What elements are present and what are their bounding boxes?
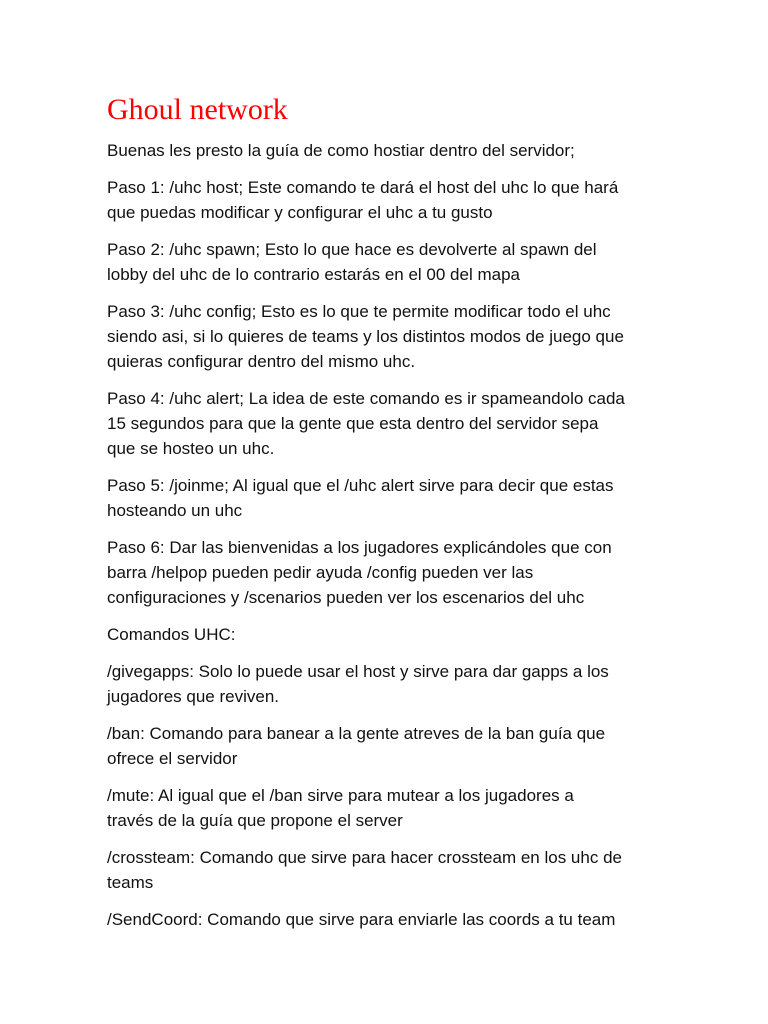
text-line: ofrece el servidor (107, 749, 238, 768)
paragraph (107, 299, 708, 374)
text-line: /ban: Comando para banear a la gente atreves de la ban guía que (107, 724, 606, 743)
paragraph (107, 721, 708, 771)
paragraph (107, 783, 708, 833)
paragraph (107, 907, 708, 932)
text-line: hosteando un uhc (107, 501, 243, 520)
text-line: teams (107, 873, 154, 892)
text-line: /givegapps: Solo lo puede usar el host y sirve para dar gapps a los (107, 662, 609, 681)
paragraph (107, 473, 708, 523)
text-line: /crossteam: Comando que sirve para hacer crossteam en los uhc de (107, 848, 622, 867)
text-line: lobby del uhc de lo contrario estarás en el 00 del mapa (107, 265, 520, 284)
document-page (107, 92, 708, 944)
text-line: 15 segundos para que la gente que esta dentro del servidor sepa (107, 414, 599, 433)
paragraph (107, 535, 708, 610)
text-line: Paso 2: /uhc spawn; Esto lo que hace es devolverte al spawn del (107, 240, 597, 259)
text-line: jugadores que reviven. (107, 687, 280, 706)
text-line: Paso 5: /joinme; Al igual que el /uhc alert sirve para decir que estas (107, 476, 614, 495)
text-line: siendo asi, si lo quieres de teams y los distintos modos de juego que (107, 327, 624, 346)
text-line: Buenas les presto la guía de como hostiar dentro del servidor; (107, 141, 575, 160)
paragraph (107, 175, 708, 225)
text-line: que se hosteo un uhc. (107, 439, 275, 458)
text-line: quieras configurar dentro del mismo uhc. (107, 352, 416, 371)
document-title: Ghoul network (107, 93, 288, 126)
paragraph (107, 622, 708, 647)
paragraph (107, 138, 708, 163)
text-line: Paso 1: /uhc host; Este comando te dará el host del uhc lo que hará (107, 178, 619, 197)
text-line: configuraciones y /scenarios pueden ver los escenarios del uhc (107, 588, 585, 607)
paragraph (107, 386, 708, 461)
text-line: Paso 4: /uhc alert; La idea de este comando es ir spameandolo cada (107, 389, 625, 408)
document-body (107, 138, 708, 932)
text-line: /mute: Al igual que el /ban sirve para mutear a los jugadores a (107, 786, 574, 805)
text-line: Comandos UHC: (107, 625, 236, 644)
text-line: través de la guía que propone el server (107, 811, 403, 830)
text-line: que puedas modificar y configurar el uhc a tu gusto (107, 203, 493, 222)
paragraph (107, 845, 708, 895)
text-line: Paso 3: /uhc config; Esto es lo que te permite modificar todo el uhc (107, 302, 611, 321)
text-line: barra /helpop pueden pedir ayuda /config pueden ver las (107, 563, 534, 582)
paragraph (107, 659, 708, 709)
paragraph (107, 237, 708, 287)
text-line: /SendCoord: Comando que sirve para enviarle las coords a tu team (107, 910, 616, 929)
text-line: Paso 6: Dar las bienvenidas a los jugadores explicándoles que con (107, 538, 612, 557)
